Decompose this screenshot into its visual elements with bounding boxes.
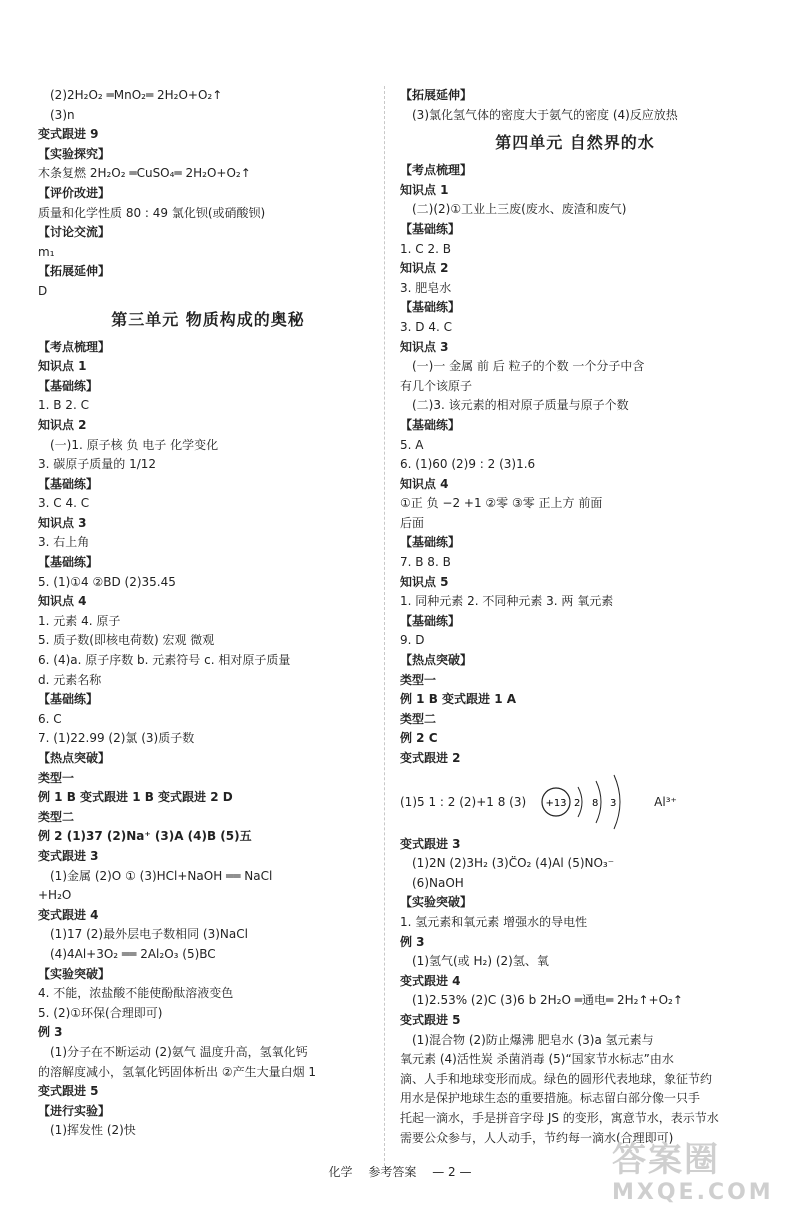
answer-line: (4)4Al+3O₂ ══ 2Al₂O₃ (5)BC [50, 946, 216, 961]
answer-line: 【进行实验】 [38, 1103, 111, 1118]
answer-line: 【评价改进】 [38, 185, 111, 200]
answer-line: (一)一 金属 前 后 粒子的个数 一个分子中含 [412, 359, 645, 374]
unit-4-title: 第四单元 自然界的水 [495, 133, 655, 153]
answer-line: 【实验突破】 [38, 966, 111, 981]
answer-line: m₁ [38, 244, 55, 259]
answer-line: (1)混合物 (2)防止爆沸 肥皂水 (3)a 氢元素与 [412, 1032, 654, 1047]
right-body-block [400, 161, 750, 768]
answer-line: 类型二 [38, 809, 75, 824]
answer-line: 质量和化学性质 80 : 49 氯化钡(或硝酸钡) [38, 205, 266, 220]
answer-line: 【热点突破】 [38, 751, 111, 765]
answer-line: 1. B 2. C [38, 398, 89, 413]
answer-line: 变式跟进 9 [38, 127, 99, 142]
answer-line: 知识点 4 [38, 594, 87, 609]
answer-line: 知识点 1 [400, 182, 449, 197]
nucleus-charge: +13 [545, 797, 567, 809]
answer-line: (1)分子在不断运动 (2)氨气 温度升高，氢氧化钙 [50, 1044, 308, 1059]
answer-line: 知识点 5 [400, 574, 449, 589]
answer-line: 【基础练】 [38, 378, 99, 393]
answer-line: 5. (2)①环保(合理即可) [38, 1005, 163, 1020]
answer-line: d. 元素名称 [38, 672, 102, 687]
answer-line: 【考点梳理】 [400, 163, 473, 178]
answer-line: 后面 [400, 515, 425, 530]
shell-electrons-2: 8 [592, 797, 599, 809]
answer-line: 变式跟进 5 [400, 1012, 461, 1027]
answer-line: (1)2N (2)3H₂ (3)C̈O₂ (4)Al (5)NO₃⁻ [412, 856, 615, 871]
footer-label: 参考答案 [368, 1165, 417, 1179]
answer-line: 【讨论交流】 [38, 225, 111, 240]
answer-line: 6. C [38, 711, 62, 726]
answer-line: (2)2H₂O₂ ═MnO₂═ 2H₂O+O₂↑ [50, 88, 223, 102]
answer-line: 【基础练】 [400, 613, 461, 628]
answer-line: 例 3 [400, 934, 425, 949]
answer-line: 有几个该原子 [400, 378, 473, 393]
aluminum-atom-diagram [538, 769, 648, 835]
answer-line: 3. 肥皂水 [400, 280, 452, 295]
answer-line: 【拓展延伸】 [400, 88, 473, 102]
answer-line: 托起一滴水，手是拼音字母 JS 的变形，寓意节水，表示节水 [400, 1110, 719, 1125]
answer-line: 1. 同种元素 2. 不同种元素 3. 两 氧元素 [400, 594, 614, 609]
column-divider [384, 86, 385, 1166]
answer-line: 4. 不能，浓盐酸不能使酚酞溶液变色 [38, 986, 234, 1001]
answer-line: 3. C 4. C [38, 496, 90, 511]
answer-line: 变式跟进 3 [38, 848, 99, 863]
answer-line: 知识点 3 [400, 339, 449, 354]
watermark-top-text: 答案圈 [612, 1140, 720, 1180]
answer-line: 7. (1)22.99 (2)氯 (3)质子数 [38, 731, 195, 746]
shell-electrons-3: 3 [610, 797, 617, 809]
answer-line: 5. (1)①4 ②BD (2)35.45 [38, 574, 176, 589]
answer-line: 【基础练】 [38, 555, 99, 570]
answer-line: 知识点 1 [38, 359, 87, 374]
answer-line: 3. D 4. C [400, 319, 452, 334]
answer-line: 变式跟进 4 [38, 907, 99, 922]
answer-line: 氧元素 (4)活性炭 杀菌消毒 (5)“国家节水标志”由水 [400, 1052, 674, 1067]
answer-line: 6. (1)60 (2)9 : 2 (3)1.6 [400, 457, 536, 472]
answer-line: 【实验探究】 [38, 146, 111, 161]
answer-line: 【基础练】 [400, 417, 461, 432]
answer-line: (1)金属 (2)O ① (3)HCl+NaOH ══ NaCl [50, 868, 273, 883]
answer-line: 1. 元素 4. 原子 [38, 613, 121, 628]
shell-electrons-1: 2 [574, 797, 581, 809]
answer-line: 例 3 [38, 1025, 63, 1040]
answer-line: 木条复燃 2H₂O₂ ═CuSO₄═ 2H₂O+O₂↑ [38, 166, 251, 181]
answer-line: 需要公众参与，人人动手，节约每一滴水(合理即可) [400, 1130, 674, 1145]
answer-line: 【拓展延伸】 [38, 264, 111, 279]
left-body-block [38, 338, 378, 1141]
atom-structure-line [400, 769, 750, 835]
footer-subject: 化学 [328, 1165, 353, 1179]
answer-line: 例 1 B 变式跟进 1 B 变式跟进 2 D [38, 790, 233, 805]
answer-line: 6. (4)a. 原子序数 b. 元素符号 c. 相对原子质量 [38, 653, 291, 668]
right-tail-block [400, 835, 750, 1149]
answer-line: 类型一 [38, 770, 75, 785]
left-top-block [38, 86, 378, 302]
watermark-logo [612, 1140, 782, 1220]
answer-line: 【实验突破】 [400, 895, 473, 910]
answer-line: +H₂O [38, 888, 72, 903]
answer-line: 【基础练】 [400, 300, 461, 315]
answer-line: 5. A [400, 437, 424, 452]
watermark-bottom-text: MXQE.COM [612, 1180, 774, 1205]
answer-line: 【基础练】 [38, 476, 99, 491]
answer-line: 知识点 4 [400, 476, 449, 491]
answer-line: 1. C 2. B [400, 241, 451, 256]
answer-line: 【基础练】 [400, 221, 461, 236]
right-column [400, 86, 750, 1148]
answer-line: 知识点 3 [38, 515, 87, 530]
answer-line: (二)3. 该元素的相对原子质量与原子个数 [412, 398, 629, 413]
answer-line: (1)17 (2)最外层电子数相同 (3)NaCl [50, 927, 248, 942]
answer-line: 变式跟进 3 [400, 836, 461, 851]
answer-line: 【基础练】 [400, 535, 461, 550]
answer-line: D [38, 283, 48, 298]
answer-line: 的溶解度减小，氢氧化钙固体析出 ②产生大量白烟 1 [38, 1064, 317, 1079]
answer-line: 例 2 (1)37 (2)Na⁺ (3)A (4)B (5)五 [38, 829, 252, 844]
answer-line: ①正 负 −2 +1 ②零 ③零 正上方 前面 [400, 496, 603, 511]
answer-line: (一)1. 原子核 负 电子 化学变化 [50, 437, 219, 452]
left-column [38, 86, 378, 1141]
unit-3-title: 第三单元 物质构成的奥秘 [111, 309, 305, 329]
answer-line: 3. 右上角 [38, 535, 90, 550]
answer-line: 变式跟进 5 [38, 1084, 99, 1099]
answer-line: 变式跟进 2 [400, 751, 461, 765]
aluminum-ion: Al³⁺ [654, 794, 677, 809]
answer-line: 1. 氢元素和氧元素 增强水的导电性 [400, 914, 588, 929]
answer-line: 【热点突破】 [400, 653, 473, 668]
answer-line: (1)2.53% (2)C (3)6 b 2H₂O ═通电═ 2H₂↑+O₂↑ [412, 993, 683, 1008]
answer-line: (3)氯化氢气体的密度大于氨气的密度 (4)反应放热 [412, 107, 678, 122]
answer-line: (1)氢气(或 H₂) (2)氢、氧 [412, 954, 549, 969]
answer-line: 例 2 C [400, 731, 438, 746]
answer-line: 类型二 [400, 711, 437, 726]
answer-line: (3)n [50, 107, 75, 122]
answer-line: 变式跟进 4 [400, 973, 461, 988]
right-top-block [400, 86, 750, 125]
answer-line: 5. 质子数(即核电荷数) 宏观 微观 [38, 633, 215, 648]
answer-line: 类型一 [400, 672, 437, 687]
answer-line: 【考点梳理】 [38, 339, 111, 354]
answer-line: 7. B 8. B [400, 555, 451, 570]
answer-line: (1)挥发性 (2)快 [50, 1123, 136, 1138]
answer-line: 知识点 2 [38, 417, 87, 432]
atom-line-prefix: (1)5 1 : 2 (2)+1 8 (3) [400, 794, 527, 809]
answer-line: (二)(2)①工业上三废(废水、废渣和废气) [412, 202, 627, 217]
answer-line: 用水是保护地球生态的重要措施。标志留白部分像一只手 [400, 1091, 701, 1106]
answer-line: 滴、人手和地球变形而成。绿色的圆形代表地球，象征节约 [400, 1071, 713, 1086]
answer-line: 知识点 2 [400, 261, 449, 276]
answer-line: 【基础练】 [38, 692, 99, 707]
answer-line: 9. D [400, 633, 425, 648]
answer-line: 例 1 B 变式跟进 1 A [400, 692, 517, 707]
answer-line: 3. 碳原子质量的 1/12 [38, 457, 157, 472]
answer-line: (6)NaOH [412, 875, 464, 890]
footer-page-number: — 2 — [432, 1165, 472, 1179]
